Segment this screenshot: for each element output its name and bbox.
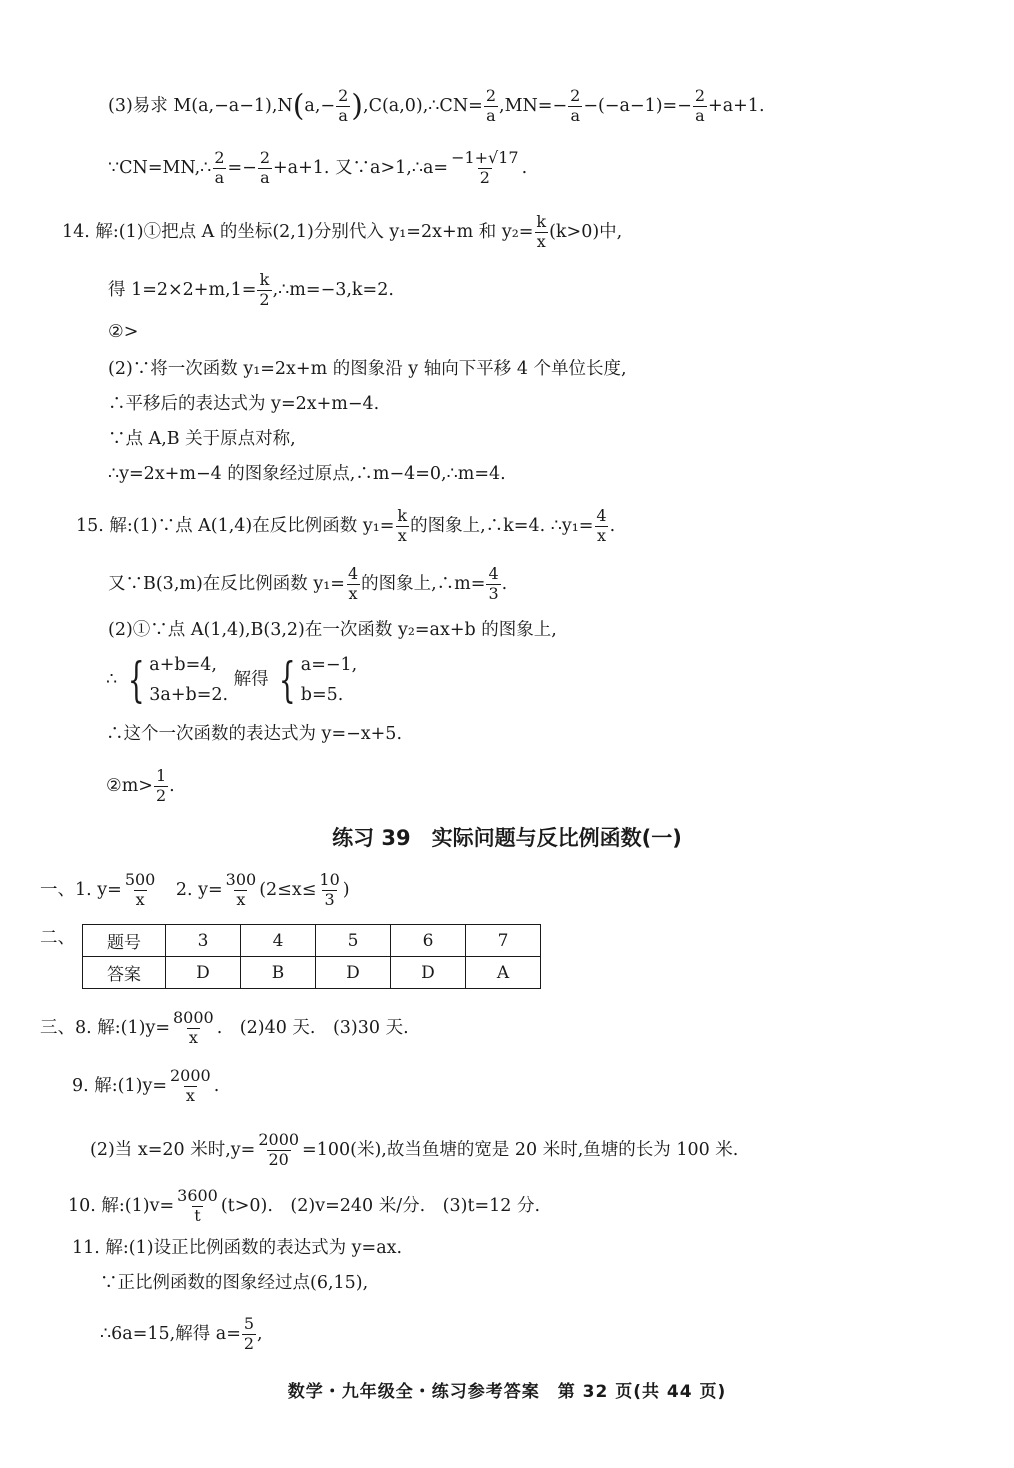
fraction: $\frac{300}{x}$ [225, 870, 257, 909]
fraction: $\frac{3600}{t}$ [177, 1186, 218, 1225]
fraction: $\frac{2}{a}$ [214, 148, 225, 187]
fraction: $\frac{4}{x}$ [347, 564, 359, 603]
page-footer: 数学・九年级全・练习参考答案 第 32 页(共 44 页) [287, 1382, 727, 1402]
q14-line4: (2)∵将一次函数 y₁=2x+m 的图象沿 y 轴向下平移 4 个单位长度, [108, 359, 627, 379]
q9-line2: (2)当 x=20 米时,y= $\frac{2000}{20}$ =100(米),故当鱼塘的宽是 20 米时,鱼塘的长为 100 米. [90, 1130, 739, 1169]
q14-line1: 14. 解:(1)①把点 A 的坐标(2,1)分别代入 y₁=2x+m 和 y₂= $\frac{k}{x}$ (k>0)中, [62, 212, 623, 251]
fraction: $\frac{1}{2}$ [155, 766, 167, 805]
q15-line6: ②m> $\frac{1}{2}$ . [106, 766, 175, 805]
fraction: $\frac{500}{x}$ [124, 870, 156, 909]
fraction: $\frac{2}{a}$ [570, 86, 581, 125]
answer-table [82, 924, 541, 989]
q14-line6: ∵点 A,B 关于原点对称, [108, 429, 296, 449]
q15-line5: ∴这个一次函数的表达式为 y=−x+5. [106, 724, 403, 744]
fraction: $\frac{2000}{x}$ [170, 1066, 211, 1105]
fraction: $\frac{5}{2}$ [243, 1314, 255, 1353]
fraction: $\frac{k}{x}$ [536, 212, 547, 251]
q11-line3: ∴6a=15,解得 a= $\frac{5}{2}$ , [100, 1314, 263, 1353]
fraction: $\frac{8000}{x}$ [173, 1008, 214, 1047]
q14-line3: ②> [108, 322, 139, 342]
q8-line: 三、8. 解:(1)y= $\frac{8000}{x}$ . (2)40 天. (3)30 天. [40, 1008, 409, 1047]
q11-line2: ∵正比例函数的图象经过点(6,15), [100, 1273, 369, 1293]
fraction: $\frac{k}{2}$ [259, 270, 270, 309]
q14-line2: 得 1=2×2+m,1= $\frac{k}{2}$ ,∴m=−3,k=2. [108, 270, 394, 309]
q14-line7: ∴y=2x+m−4 的图象经过原点,∴m−4=0,∴m=4. [108, 464, 506, 484]
line-cn-mn: ∵CN=MN,∴ $\frac{2}{a}$ =− $\frac{2}{a}$ +a+1. 又∵a>1,∴a= $\frac{-1+√17}{2}$ . [108, 148, 528, 187]
q15-system: ∴ { a+b=4, 3a+b=2. 解得 { a=−1, b=5. [106, 652, 358, 708]
fraction: $\frac{2000}{20}$ [258, 1130, 300, 1169]
part1-line: 一、1. y= $\frac{500}{x}$ 2. y= $\frac{300}{x}$ (2≤x≤ $\frac{10}{3}$ ) [40, 870, 350, 909]
section-title: 练习 39 实际问题与反比例函数(一) [332, 826, 682, 850]
fraction: $\frac{4}{x}$ [596, 506, 607, 545]
fraction: $\frac{4}{3}$ [488, 564, 499, 603]
q15-line1: 15. 解:(1)∵点 A(1,4)在反比例函数 y₁= $\frac{k}{x}$ 的图象上,∴k=4. ∴y₁= $\frac{4}{x}$ . [76, 506, 616, 545]
line-3-intro: (3)易求 M(a,−a−1),N(a,− $\frac{2}{a}$ ),C(a,0),∴CN= $\frac{2}{a}$ ,MN=− $\frac{2}{a}$ −(−a−1)=− $\frac{2}{a}$ +a+1. [108, 86, 765, 125]
table-row: 题号 3 4 5 6 7 [83, 925, 541, 957]
q10-line: 10. 解:(1)v= $\frac{3600}{t}$ (t>0). (2)v=240 米/分. (3)t=12 分. [68, 1186, 541, 1225]
fraction: $\frac{-1+√17}{2}$ [451, 148, 519, 187]
fraction: $\frac{k}{x}$ [397, 506, 408, 545]
q14-line5: ∴平移后的表达式为 y=2x+m−4. [108, 394, 380, 414]
q9-line1: 9. 解:(1)y= $\frac{2000}{x}$ . [72, 1066, 220, 1105]
fraction: $\frac{2}{a}$ [694, 86, 706, 125]
part2-label: 二、 [40, 928, 75, 948]
q15-line3: (2)①∵点 A(1,4),B(3,2)在一次函数 y₂=ax+b 的图象上, [108, 620, 557, 640]
q15-line2: 又∵B(3,m)在反比例函数 y₁= $\frac{4}{x}$ 的图象上,∴m= $\frac{4}{3}$ . [108, 564, 508, 603]
fraction: $\frac{10}{3}$ [319, 870, 340, 909]
fraction: $\frac{2}{a}$ [338, 86, 349, 125]
fraction: $\frac{2}{a}$ [485, 86, 496, 125]
q11-line1: 11. 解:(1)设正比例函数的表达式为 y=ax. [72, 1238, 403, 1258]
table-row: 答案 D B D D A [83, 957, 541, 989]
fraction: $\frac{2}{a}$ [259, 148, 271, 187]
